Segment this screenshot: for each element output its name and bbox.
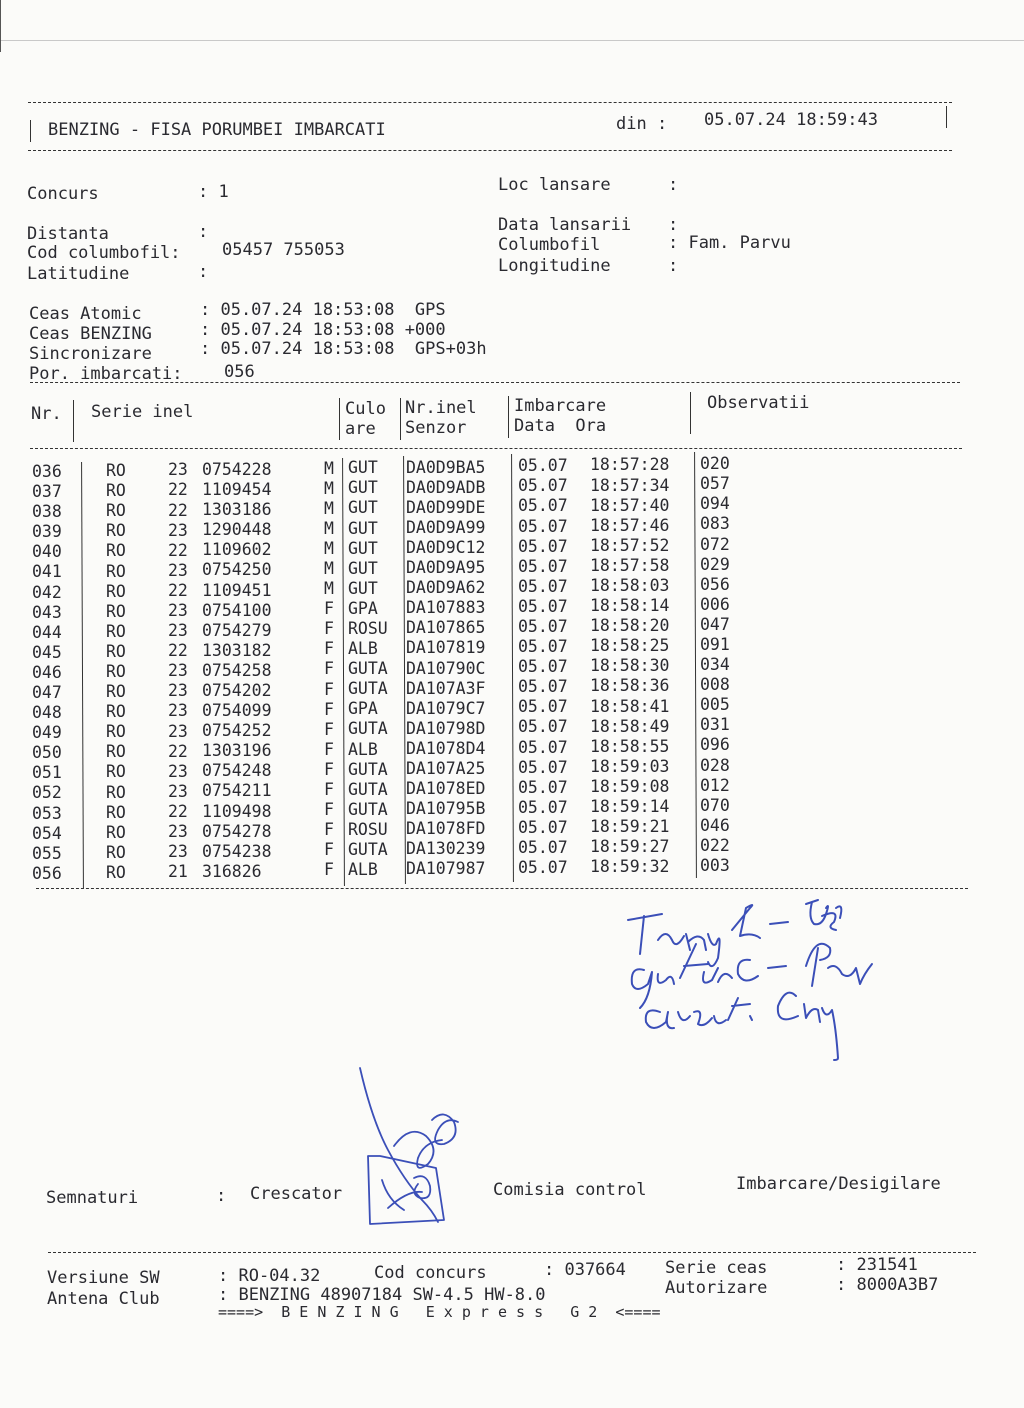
cell-ring: 1109454: [202, 480, 272, 500]
col-header-data-ora: Data Ora: [514, 416, 607, 436]
cell-nr: 055: [32, 843, 62, 863]
data-lansarii-label: Data lansarii: [498, 215, 632, 235]
cell-year: 23: [168, 701, 188, 721]
cell-year: 22: [168, 500, 188, 520]
col-divider: [73, 400, 74, 442]
loc-lansare-label: Loc lansare: [498, 175, 611, 195]
cell-year: 23: [168, 681, 188, 701]
cell-sensor: DA107987: [406, 859, 486, 879]
col-divider: [400, 398, 401, 440]
cell-country: RO: [106, 561, 126, 581]
cell-country: RO: [106, 742, 126, 762]
cell-nr: 047: [32, 682, 62, 702]
cod-columbofil-label: Cod columbofil:: [27, 243, 181, 263]
cell-nr: 052: [32, 783, 62, 803]
cell-ring: 0754279: [202, 620, 272, 640]
cell-obs: 072: [700, 534, 730, 554]
benzing-express-banner: ====> B E N Z I N G E x p r e s s G 2 <====: [218, 1303, 661, 1321]
serie-ceas-value: : 231541: [836, 1255, 918, 1275]
cell-nr: 053: [32, 803, 62, 823]
cell-sex: F: [324, 820, 334, 840]
crescator-signature: [348, 1060, 478, 1240]
cell-country: RO: [106, 601, 126, 621]
cell-date: 05.07: [518, 837, 568, 857]
document-title: BENZING - FISA PORUMBEI IMBARCATI: [48, 120, 386, 140]
cell-sex: M: [324, 458, 334, 478]
cell-country: RO: [106, 481, 126, 501]
cell-ring: 0754211: [202, 781, 272, 801]
cell-year: 23: [168, 822, 188, 842]
cell-date: 05.07: [518, 757, 568, 777]
cell-time: 18:57:46: [590, 515, 670, 535]
cell-obs: 046: [700, 815, 730, 835]
cell-color: ALB: [348, 639, 378, 659]
cell-country: RO: [106, 621, 126, 641]
versiune-sw-label: Versiune SW: [47, 1268, 160, 1288]
col-header-nr-inel: Nr.inel: [405, 398, 477, 418]
cell-obs: 070: [700, 795, 730, 815]
col-header-nr: Nr.: [31, 404, 62, 424]
scan-edge-left: [0, 0, 1, 52]
cell-country: RO: [106, 501, 126, 521]
cell-date: 05.07: [518, 617, 568, 636]
cell-country: RO: [106, 782, 126, 802]
cell-date: 05.07: [518, 737, 568, 757]
cell-year: 23: [168, 781, 188, 801]
cell-obs: 047: [700, 614, 730, 634]
cell-color: ROSU: [348, 619, 388, 638]
cell-nr: 054: [32, 823, 62, 843]
cell-time: 18:57:58: [590, 555, 670, 575]
cell-color: ROSU: [348, 819, 388, 839]
cell-year: 23: [168, 721, 188, 741]
header-right-bar: [946, 106, 947, 128]
cell-date: 05.07: [518, 596, 568, 616]
cell-obs: 005: [700, 695, 730, 715]
cell-country: RO: [106, 581, 126, 601]
cell-ring: 1303182: [202, 640, 272, 660]
cell-color: GUT: [348, 478, 378, 498]
distanta-label: Distanta: [27, 224, 109, 244]
cell-time: 18:57:34: [590, 475, 670, 495]
col-divider: [342, 458, 345, 886]
cell-nr: 040: [32, 542, 62, 562]
scan-edge: [0, 40, 1024, 41]
cell-sex: M: [324, 478, 334, 498]
cell-color: GUT: [348, 558, 378, 578]
cell-year: 23: [168, 842, 188, 862]
cell-sensor: DA10795B: [406, 799, 486, 819]
cell-time: 18:59:32: [590, 857, 670, 877]
cell-color: GUTA: [348, 799, 388, 819]
cell-sex: F: [324, 699, 334, 719]
cell-time: 18:59:03: [590, 756, 670, 776]
cell-color: GUTA: [348, 759, 388, 779]
crescator-label: Crescator: [250, 1184, 343, 1204]
cell-ring: 1303186: [202, 500, 272, 520]
cell-obs: 056: [700, 574, 730, 594]
cell-date: 05.07: [518, 536, 568, 556]
cell-year: 22: [168, 540, 188, 560]
col-header-imbarcare: Imbarcare: [514, 396, 607, 416]
sincronizare-value: : 05.07.24 18:53:08 GPS+03h: [200, 339, 487, 359]
sincronizare-label: Sincronizare: [29, 344, 152, 364]
cell-color: GUTA: [348, 779, 388, 799]
cell-sex: F: [324, 860, 334, 880]
cell-color: GUTA: [348, 719, 388, 739]
cell-country: RO: [106, 702, 126, 722]
col-divider: [511, 454, 514, 882]
cell-sensor: DA107A3F: [406, 678, 486, 698]
cell-country: RO: [106, 822, 126, 842]
columbofil-label: Columbofil: [498, 235, 601, 255]
cell-nr: 046: [32, 662, 62, 682]
cell-sensor: DA107A25: [406, 758, 486, 778]
cell-time: 18:58:20: [590, 616, 670, 636]
cell-sensor: DA0D9C12: [406, 537, 486, 557]
cell-color: ALB: [348, 739, 378, 759]
cell-sex: F: [324, 719, 334, 739]
cell-date: 05.07: [518, 677, 568, 697]
cell-sex: F: [324, 599, 334, 619]
cell-color: GUT: [348, 538, 378, 558]
cell-sensor: DA0D9A99: [406, 517, 486, 537]
cell-country: RO: [106, 541, 126, 561]
cell-obs: 091: [700, 634, 730, 654]
cell-sex: F: [324, 619, 334, 639]
cell-ring: 0754202: [202, 680, 272, 700]
semnaturi-label: Semnaturi: [46, 1188, 139, 1208]
handwritten-signatures: [600, 888, 900, 1068]
col-divider: [694, 452, 697, 878]
cell-color: GPA: [348, 699, 378, 719]
cell-date: 05.07: [518, 817, 568, 837]
col-divider: [508, 396, 509, 438]
cell-time: 18:59:27: [590, 837, 670, 857]
cod-concurs-label: Cod concurs: [374, 1263, 487, 1283]
cell-obs: 096: [700, 735, 730, 755]
cell-sensor: DA0D9BA5: [406, 457, 486, 477]
table-header-rule: [30, 448, 962, 449]
cell-ring: 0754099: [202, 701, 272, 721]
cell-nr: 042: [32, 582, 62, 602]
cell-obs: 094: [700, 494, 730, 514]
cell-date: 05.07: [518, 797, 568, 817]
data-lansarii-value: :: [668, 215, 679, 235]
cell-country: RO: [106, 862, 126, 882]
cod-columbofil-value: 05457 755053: [222, 240, 345, 260]
cell-date: 05.07: [518, 657, 568, 677]
cell-color: GUT: [348, 458, 378, 478]
cell-date: 05.07: [518, 556, 568, 576]
cell-nr: 037: [32, 482, 62, 502]
cell-nr: 051: [32, 763, 62, 783]
cell-time: 18:57:28: [590, 455, 670, 475]
cell-time: 18:58:14: [590, 596, 670, 616]
cell-date: 05.07: [518, 777, 568, 797]
cell-ring: 1109498: [202, 801, 272, 821]
cell-ring: 0754248: [202, 761, 272, 781]
cell-country: RO: [106, 802, 126, 822]
ceas-atomic-label: Ceas Atomic: [29, 304, 142, 324]
cell-ring: 0754252: [202, 721, 272, 741]
cell-sex: F: [324, 759, 334, 779]
cell-country: RO: [106, 682, 126, 702]
cell-obs: 003: [700, 855, 730, 875]
col-header-observatii: Observatii: [707, 393, 810, 413]
cell-sensor: DA130239: [406, 839, 486, 859]
cell-ring: 316826: [202, 861, 262, 881]
cell-ring: 1109602: [202, 540, 272, 560]
cell-sensor: DA10790C: [406, 658, 486, 678]
cell-ring: 0754100: [202, 600, 272, 620]
col-divider: [81, 462, 84, 888]
cell-time: 18:59:08: [590, 776, 670, 796]
cell-obs: 029: [700, 554, 730, 574]
cell-obs: 034: [700, 655, 730, 675]
header-din-label: din :: [616, 114, 668, 134]
cell-sensor: DA10798D: [406, 718, 486, 738]
cell-sensor: DA107883: [406, 598, 486, 618]
cell-year: 23: [168, 661, 188, 681]
cell-date: 05.07: [518, 697, 568, 717]
cell-sensor: DA1078ED: [406, 779, 486, 799]
cell-year: 21: [168, 862, 188, 882]
cell-sensor: DA1078FD: [406, 819, 486, 839]
cell-year: 22: [168, 641, 188, 661]
ceas-benzing-value: : 05.07.24 18:53:08 +000: [200, 320, 446, 340]
cell-ring: 0754238: [202, 841, 272, 861]
cell-year: 23: [168, 621, 188, 641]
col-header-senzor: Senzor: [405, 418, 467, 438]
cell-color: GUTA: [348, 659, 388, 679]
cell-year: 23: [168, 601, 188, 621]
cell-date: 05.07: [518, 476, 568, 496]
cell-time: 18:58:55: [590, 736, 670, 756]
cell-date: 05.07: [518, 576, 568, 596]
cell-year: 22: [168, 580, 188, 600]
cell-time: 18:57:40: [590, 495, 670, 515]
col-header-culoare-2: are: [345, 419, 376, 439]
cell-time: 18:58:41: [590, 696, 670, 716]
cell-date: 05.07: [518, 637, 568, 657]
comisia-control-label: Comisia control: [493, 1180, 647, 1200]
cell-nr: 050: [32, 743, 62, 763]
porumbei-imbarcati-value: 056: [224, 362, 255, 382]
col-header-serie-inel: Serie inel: [91, 402, 194, 422]
cell-sensor: DA0D9ADB: [406, 477, 486, 497]
cell-nr: 039: [32, 522, 62, 542]
cell-year: 22: [168, 741, 188, 761]
cell-nr: 041: [32, 562, 62, 582]
cell-sensor: DA107865: [406, 618, 486, 638]
cell-sex: F: [324, 659, 334, 679]
cell-sensor: DA1079C7: [406, 698, 486, 718]
footer-top-rule: [48, 1252, 976, 1253]
cell-sex: M: [324, 538, 334, 558]
ceas-atomic-value: : 05.07.24 18:53:08 GPS: [200, 300, 446, 320]
cell-time: 18:57:52: [590, 535, 670, 555]
col-header-culoare-1: Culo: [345, 399, 386, 419]
cell-country: RO: [106, 762, 126, 782]
header-bottom-rule: [28, 150, 952, 151]
header-left-bar: [30, 120, 31, 142]
cell-sex: M: [324, 579, 334, 599]
cell-sensor: DA0D9A62: [406, 578, 486, 598]
cell-color: GUT: [348, 498, 378, 518]
cell-ring: 0754250: [202, 560, 272, 580]
cell-country: RO: [106, 641, 126, 661]
latitudine-value: :: [198, 262, 209, 282]
cell-date: 05.07: [518, 516, 568, 536]
cell-color: GUTA: [348, 839, 388, 859]
cell-year: 23: [168, 520, 188, 540]
cell-ring: 0754228: [202, 460, 272, 479]
semnaturi-colon: :: [216, 1186, 227, 1206]
cod-concurs-value: : 037664: [544, 1260, 626, 1280]
cell-country: RO: [106, 662, 126, 682]
cell-nr: 044: [32, 622, 62, 642]
cell-ring: 1290448: [202, 520, 272, 540]
cell-ring: 1303196: [202, 741, 272, 761]
cell-year: 22: [168, 480, 188, 500]
porumbei-imbarcati-label: Por. imbarcati:: [29, 364, 183, 384]
concurs-label: Concurs: [27, 184, 99, 204]
cell-sensor: DA107819: [406, 638, 486, 658]
cell-nr: 049: [32, 723, 62, 743]
serie-ceas-label: Serie ceas: [665, 1258, 768, 1278]
cell-time: 18:58:03: [590, 575, 670, 595]
cell-time: 18:59:14: [590, 796, 670, 816]
cell-ring: 1109451: [202, 580, 272, 600]
cell-color: GUT: [348, 578, 378, 598]
cell-sex: M: [324, 559, 334, 579]
col-divider: [690, 392, 691, 434]
cell-obs: 012: [700, 775, 730, 795]
cell-sex: F: [324, 639, 334, 659]
cell-sex: M: [324, 518, 334, 538]
cell-ring: 0754278: [202, 821, 272, 841]
autorizare-label: Autorizare: [665, 1278, 768, 1298]
cell-sex: F: [324, 840, 334, 860]
latitudine-label: Latitudine: [27, 264, 130, 284]
concurs-value: : 1: [198, 182, 229, 202]
cell-country: RO: [106, 842, 126, 862]
cell-obs: 028: [700, 755, 730, 775]
cell-year: 23: [168, 761, 188, 781]
header-timestamp: 05.07.24 18:59:43: [704, 110, 878, 130]
header-top-rule: [28, 102, 952, 103]
cell-time: 18:58:25: [590, 636, 670, 656]
cell-sex: F: [324, 800, 334, 820]
cell-year: 23: [168, 560, 188, 580]
cell-sensor: DA0D9A95: [406, 558, 486, 578]
versiune-sw-value: : RO-04.32: [218, 1266, 321, 1286]
cell-time: 18:59:21: [590, 817, 670, 837]
longitudine-label: Longitudine: [498, 256, 611, 276]
distanta-value: :: [198, 222, 209, 242]
cell-year: 23: [168, 460, 188, 480]
cell-color: GUTA: [348, 679, 388, 699]
cell-sex: F: [324, 679, 334, 699]
cell-nr: 036: [32, 462, 62, 481]
cell-obs: 083: [700, 514, 730, 534]
cell-nr: 045: [32, 642, 62, 662]
cell-country: RO: [106, 461, 126, 481]
cell-date: 05.07: [518, 717, 568, 737]
columbofil-value: : Fam. Parvu: [668, 233, 791, 253]
cell-nr: 043: [32, 602, 62, 622]
antena-club-value: : BENZING 48907184 SW-4.5 HW-8.0: [218, 1285, 546, 1305]
cell-obs: 008: [700, 675, 730, 695]
cell-sex: F: [324, 780, 334, 799]
cell-sex: M: [324, 498, 334, 518]
col-divider: [339, 398, 340, 440]
table-top-rule: [30, 382, 960, 383]
cell-obs: 020: [700, 454, 730, 474]
cell-obs: 006: [700, 594, 730, 614]
autorizare-value: : 8000A3B7: [836, 1275, 939, 1295]
cell-time: 18:58:49: [590, 716, 670, 736]
cell-time: 18:58:36: [590, 676, 670, 696]
cell-obs: 057: [700, 474, 730, 494]
cell-obs: 022: [700, 835, 730, 855]
ceas-benzing-label: Ceas BENZING: [29, 324, 152, 344]
cell-date: 05.07: [518, 496, 568, 516]
imbarcare-desigilare-label: Imbarcare/Desigilare: [736, 1174, 941, 1194]
cell-obs: 031: [700, 715, 730, 735]
cell-sensor: DA1078D4: [406, 738, 486, 758]
cell-color: GPA: [348, 598, 378, 618]
cell-nr: 038: [32, 502, 62, 522]
loc-lansare-value: :: [668, 175, 679, 195]
cell-date: 05.07: [518, 456, 568, 476]
cell-ring: 0754258: [202, 660, 272, 680]
cell-sensor: DA0D99DE: [406, 497, 486, 517]
cell-nr: 056: [32, 863, 62, 883]
cell-country: RO: [106, 722, 126, 742]
cell-year: 22: [168, 801, 188, 821]
cell-sex: F: [324, 739, 334, 759]
longitudine-value: :: [668, 256, 679, 276]
cell-date: 05.07: [518, 858, 568, 878]
cell-color: ALB: [348, 860, 378, 880]
antena-club-label: Antena Club: [47, 1289, 160, 1309]
cell-color: GUT: [348, 518, 378, 538]
cell-time: 18:58:30: [590, 656, 670, 676]
cell-country: RO: [106, 521, 126, 541]
cell-nr: 048: [32, 703, 62, 723]
